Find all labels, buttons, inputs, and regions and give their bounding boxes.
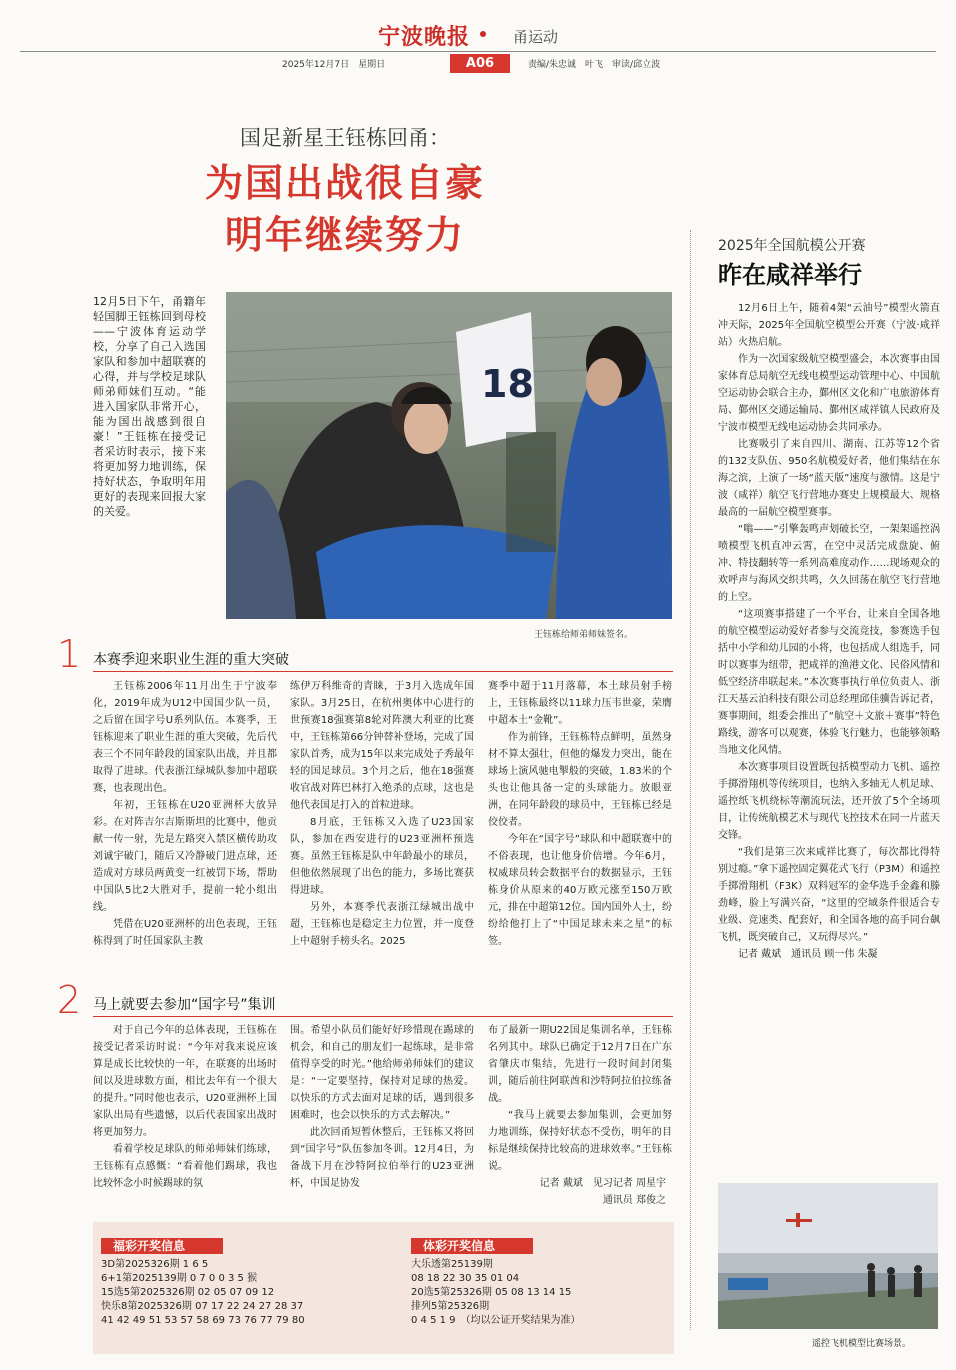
section-2-rule xyxy=(93,1016,673,1017)
lottery-line: 快乐8第2025326期 07 17 22 24 27 28 37 xyxy=(101,1301,304,1312)
headline-line-2: 明年继续努力 xyxy=(224,213,465,257)
editor-credits: 责编/朱忠诚 叶飞 审读/邱立波 xyxy=(528,60,661,70)
paragraph: “我们是第三次来咸祥比赛了，每次都比得特别过瘾。”拿下遥控固定翼花式飞行（P3M）和遥控手掷滑翔机（F3K）双料冠军的金华选手金鑫和滕劲峰，脸上写满兴奋，“这里的空域条件很适合专业级、竞速类、配套好，和全国各地的高手同台飙飞机，既突破自己，又玩得尽兴。” xyxy=(718,847,940,943)
header-rule xyxy=(20,51,936,52)
byline-line-2: 通讯员 郑俊之 xyxy=(602,1195,666,1206)
paragraph: 作为前锋，王钰栋特点鲜明，虽然身材不算太强壮，但他的爆发力突出，能在球场上演风驰电掣般的突破，1.83米的个头也让他具备一定的头球能力。放眼亚洲，在同年龄段的球员中，王钰栋已经是佼佼者。 xyxy=(488,732,672,828)
welfare-lottery-title: 福彩开奖信息 xyxy=(101,1238,223,1254)
paragraph: 练伊万科维奇的青睐，于3月入选成年国家队。3月25日，在杭州奥体中心进行的世预赛18强赛第8轮对阵澳大利亚的比赛中，王钰栋第66分钟替补登场，完成了国家队首秀，成为15年以来完成处子秀最年轻的国足球员。3个月之后，他在18强赛收官战对阵巴林打入绝杀的点球，这也是他代表国足打入的首粒进球。 xyxy=(290,681,474,811)
sports-lottery-title: 体彩开奖信息 xyxy=(411,1238,533,1254)
headline-line-1: 为国出战很自豪 xyxy=(204,161,485,205)
paragraph: 本次赛事项目设置既包括模型动力飞机、遥控手掷滑翔机等传统项目，也纳入多轴无人机足球、遥控纸飞机绕标等潮流玩法，还开放了5个全场项目，让传统航模艺术与现代飞控技术在同一片蓝天交锋。 xyxy=(718,762,940,841)
section-1-rule xyxy=(93,671,673,672)
side-story-kicker: 2025年全国航模公开赛 xyxy=(718,238,866,254)
photo-illustration xyxy=(226,292,672,619)
paragraph: 凭借在U20亚洲杯的出色表现，王钰栋得到了时任国家队主教 xyxy=(93,919,277,947)
side-photo-caption: 遥控飞机模型比赛场景。 xyxy=(812,1339,912,1349)
paragraph: “我马上就要去参加集训，会更加努力地训练，保持好状态不受伤，明年的目标是继续保持比较高的进球效率。”王钰栋说。 xyxy=(488,1110,672,1172)
side-byline: 记者 戴斌 通讯员 顾一伟 朱凝 xyxy=(738,949,878,960)
section-2-column-3 xyxy=(488,1022,672,1209)
lottery-line: 3D第2025326期 1 6 5 xyxy=(101,1259,209,1270)
lottery-line: 0 4 5 1 9 （均以公证开奖结果为准） xyxy=(411,1315,581,1326)
lottery-line: 41 42 49 51 53 57 58 69 73 76 77 79 80 xyxy=(101,1315,305,1326)
welfare-lottery xyxy=(101,1238,389,1328)
lottery-line: 大乐透第25139期 xyxy=(411,1259,493,1270)
jersey-number: 18 xyxy=(481,362,534,406)
main-photo xyxy=(226,292,672,619)
paragraph: 今年在“国字号”球队和中超联赛中的不俗表现，也让他身价倍增。今年6月，权威球员转会数据平台的数据显示，王钰栋身价从原来的40万欧元涨至150万欧元，排在中超第12位。国内国外人士，纷纷给他打上了“中国足球未来之星”的标签。 xyxy=(488,834,672,947)
photo-illustration xyxy=(718,1183,938,1329)
side-story-body xyxy=(718,300,940,963)
section-2-title: 马上就要去参加“国字号”集训 xyxy=(93,997,276,1013)
main-photo-caption: 王钰栋给师弟师妹签名。 xyxy=(534,630,634,640)
paragraph: 另外，本赛季代表浙江绿城出战中超，王钰栋也是稳定主力位置，并一度登上中超射手榜头名。2025 xyxy=(290,902,474,947)
paragraph: 围。希望小队员们能好好珍惜现在踢球的机会，和自己的朋友们一起练球，是非常值得享受的时光。”他给师弟师妹们的建议是：“一定要坚持，保持对足球的热爱。以快乐的方式去面对足球的话，遇到很多困难时，也会以快乐的方式去解决。” xyxy=(290,1025,474,1121)
paragraph: 布了最新一期U22国足集训名单，王钰栋名列其中。球队已确定于12月7日在广东省肇庆市集结，先进行一段时间封闭集训，随后前往阿联酋和沙特阿拉伯拉练备战。 xyxy=(488,1025,672,1104)
paragraph: “这项赛事搭建了一个平台，让来自全国各地的航空模型运动爱好者参与交流竞技，参赛选手包括中小学和幼儿园的小将，也包括成人组选手，同时以赛事为纽带，把咸祥的渔港文化、民俗风情和低空经济串联起来。”本次赛事执行单位负责人、浙江天基云泊科技有限公司总经理邱佳骥告诉记者，赛事期间，组委会推出了“航空＋文旅＋赛事”特色路线，游客可以观赛，体验飞行魅力，也能够领略当地文化风情。 xyxy=(718,609,940,756)
byline-line-1: 记者 戴斌 见习记者 周星宇 xyxy=(539,1178,666,1189)
paragraph: 王钰栋2006年11月出生于宁波奉化，2019年成为U12中国国少队一员，之后留在国字号U系列队伍。本赛季，王钰栋迎来了职业生涯的重大突破，先后代表三个不同年龄段的国家队出战，并且都取得了进球。代表浙江绿城队参加中超联赛，也表现出色。 xyxy=(93,681,277,794)
article-lead: 12月5日下午，甬籍年轻国脚王钰栋回到母校——宁波体育运动学校，分享了自己入选国家队和参加中超联赛的心得，并与学校足球队师弟师妹们互动。“能进入国家队非常开心，能为国出战感到很自豪！”王钰栋在接受记者采访时表示，接下来将更加努力地训练，保持好状态，争取明年用更好的表现来回报大家的关爱。 xyxy=(93,295,206,518)
lottery-line: 排列5第25326期 xyxy=(411,1301,490,1312)
section-2-column-2 xyxy=(290,1022,474,1192)
paragraph: 12月6日上午，随着4架“云油号”模型火箭直冲天际，2025年全国航空模型公开赛（宁波·咸祥站）火热启航。 xyxy=(718,303,940,348)
paragraph: 对于自己今年的总体表现，王钰栋在接受记者采访时说：“今年对我来说应该算是成长比较快的一年，在联赛的出场时间以及进球数方面，相比去年有一个很大的提升。”同时他也表示，U20亚洲杯上国家队出局有些遗憾，以后代表国家出战时将更加努力。 xyxy=(93,1025,277,1138)
section-1-number: 1 xyxy=(57,632,82,676)
paragraph: 年初，王钰栋在U20亚洲杯大放异彩。在对阵吉尔吉斯斯坦的比赛中，他贡献一传一射，先是左路突入禁区横传助攻刘诚宇破门，随后又冷静破门进点球，还造成对方球员两黄变一红被罚下场，帮助中国队5比2大胜对手，提前一轮小组出线。 xyxy=(93,800,277,913)
lottery-line: 20选5第25326期 05 08 13 14 15 xyxy=(411,1287,572,1298)
article-kicker: 国足新星王钰栋回甬： xyxy=(240,126,450,150)
side-photo xyxy=(718,1183,938,1329)
sports-lottery xyxy=(411,1238,667,1328)
paragraph: 8月底，王钰栋又入选了U23国家队，参加在西安进行的U23亚洲杯预选赛。虽然王钰栋是队中年龄最小的球员，但他依然展现了出色的能力，多场比赛获得进球。 xyxy=(290,817,474,896)
paragraph: 比赛吸引了来自四川、湖南、江苏等12个省的132支队伍、950名航模爱好者，他们集结在东海之滨，上演了一场“蓝天版”速度与激情。这是宁波（咸祥）航空飞行营地办赛史上规模最大、规格最高的一届航空模型赛事。 xyxy=(718,439,940,518)
lottery-box xyxy=(93,1222,674,1354)
section-name: 甬运动 xyxy=(513,28,559,46)
section-2-column-1 xyxy=(93,1022,277,1192)
masthead-logo: 宁波晚报 xyxy=(378,25,471,50)
paragraph: 作为一次国家级航空模型盛会，本次赛事由国家体育总局航空无线电模型运动管理中心、中国航空运动协会联合主办，鄞州区文化和广电旅游体育局、鄞州区交通运输局、鄞州区咸祥镇人民政府及宁波市模型无线电运动协会共同承办。 xyxy=(718,354,940,433)
section-1-column-1 xyxy=(93,678,277,950)
paragraph: 赛季中超于11月落幕，本土球员射手榜上，王钰栋最终以11球力压韦世豪，荣膺中超本土“金靴”。 xyxy=(488,681,672,726)
column-divider xyxy=(690,230,691,1330)
page-number: A06 xyxy=(450,54,510,73)
side-story-title: 昨在咸祥举行 xyxy=(718,261,862,289)
paragraph: “嗡——”引擎轰鸣声划破长空，一架架遥控涡喷模型飞机直冲云霄，在空中灵活完成盘旋、俯冲、特技翻转等一系列高难度动作……现场观众的欢呼声与海风交织共鸣，久久回荡在航空飞行营地的上空。 xyxy=(718,524,940,603)
section-1-title: 本赛季迎来职业生涯的重大突破 xyxy=(93,652,289,668)
lottery-line: 6+1第2025139期 0 7 0 0 3 5 猴 xyxy=(101,1273,258,1284)
issue-date: 2025年12月7日 星期日 xyxy=(282,60,386,70)
paragraph: 看着学校足球队的师弟师妹们练球，王钰栋有点感慨：“看着他们踢球，我也比较怀念小时候踢球的氛 xyxy=(93,1144,277,1189)
section-1-column-3 xyxy=(488,678,672,950)
section-2-number: 2 xyxy=(57,978,82,1022)
section-1-column-2 xyxy=(290,678,474,950)
lottery-line: 08 18 22 30 35 01 04 xyxy=(411,1273,520,1284)
lottery-line: 15选5第2025326期 02 05 07 09 12 xyxy=(101,1287,275,1298)
paragraph: 此次回甬短暂休整后，王钰栋又将回到“国字号”队伍参加冬训。12月4日，为备战下月在沙特阿拉伯举行的U23亚洲杯，中国足协发 xyxy=(290,1127,474,1189)
separator-dot xyxy=(480,31,486,37)
